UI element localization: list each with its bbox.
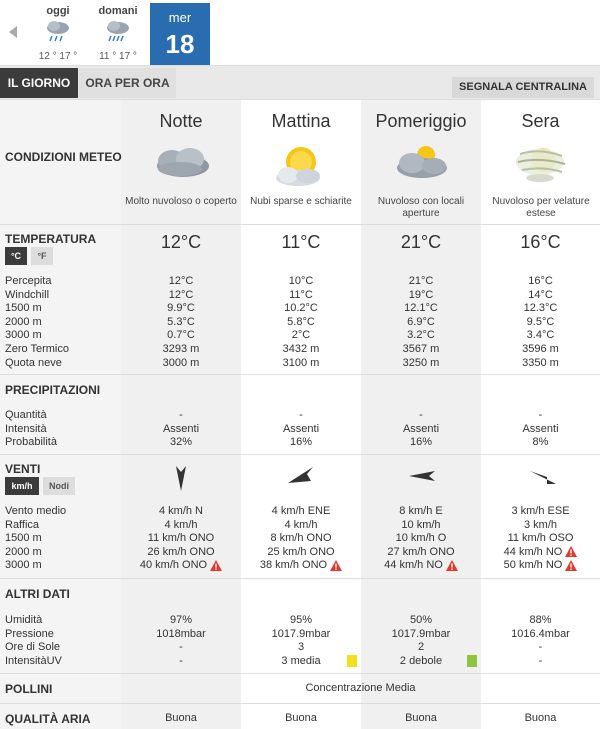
unit-kmh-button[interactable]: km/h — [5, 477, 39, 495]
overcast-cloud-icon — [150, 142, 212, 182]
cell-perc — [361, 275, 481, 289]
cell-windchill — [121, 289, 241, 303]
cell-snow — [361, 357, 481, 371]
wind-arrow-icon — [171, 464, 191, 492]
row-label: Pressione — [5, 627, 54, 640]
cell-t1500 — [481, 302, 600, 316]
cell-zero — [361, 343, 481, 357]
day-strip — [0, 0, 600, 66]
cell-value: 19°C — [408, 288, 434, 301]
cell-sun — [481, 641, 600, 655]
period-temperature: 12°C — [160, 232, 202, 252]
divider — [0, 703, 600, 704]
cell-intensity — [241, 423, 361, 437]
cell-value: 8 km/h ONO — [270, 532, 332, 545]
period-name: Notte — [159, 111, 203, 131]
cell-perc — [481, 275, 600, 289]
row-label: Windchill — [5, 288, 50, 301]
cell-value: 12°C — [168, 288, 194, 301]
cell-w1500 — [121, 532, 241, 546]
cell-w3000 — [121, 559, 241, 573]
cell-value: 0.7°C — [167, 329, 195, 342]
cell-prob — [481, 436, 600, 450]
cell-value: 12°C — [168, 275, 194, 287]
cell-t2000 — [361, 316, 481, 330]
cell-value: 9.9°C — [167, 302, 195, 315]
cell-sun — [121, 641, 241, 655]
cell-hum — [361, 614, 481, 628]
row-label: Zero Termico — [5, 343, 69, 355]
cell-value: 3 km/h — [523, 518, 557, 531]
pollen-value: Concentrazione Media — [305, 682, 416, 694]
cell-value: 40 km/h ONO — [139, 559, 208, 572]
day-name: oggi — [46, 5, 70, 17]
unit-fahrenheit-button[interactable]: °F — [31, 247, 53, 265]
cell-uv — [481, 655, 600, 669]
cell-value: 10°C — [288, 275, 314, 287]
cell-value: 3432 m — [282, 343, 320, 355]
row-label: Intensità — [5, 422, 47, 435]
cell-prob — [361, 436, 481, 450]
row-label: IntensitàUV — [5, 654, 62, 667]
wind-arrow-icon — [408, 469, 436, 483]
cell-press — [121, 628, 241, 642]
cell-value: 3567 m — [402, 343, 440, 355]
cell-value: Assenti — [522, 422, 559, 435]
cell-wind — [361, 505, 481, 519]
row-label: 3000 m — [5, 559, 42, 572]
day-temps: 12 ° 17 ° — [38, 51, 78, 62]
period-temperature: 21°C — [400, 232, 442, 252]
cell-value: - — [419, 409, 423, 421]
row-label: Umidità — [5, 614, 43, 626]
cell-value: 2 debole — [399, 654, 443, 667]
cell-value: 4 km/h ENE — [271, 505, 331, 517]
cell-qty — [481, 409, 600, 423]
cell-windchill — [481, 289, 600, 303]
cell-value: 3250 m — [402, 356, 440, 369]
cell-value: 8% — [532, 436, 549, 449]
cell-intensity — [481, 423, 600, 437]
cell-value: - — [179, 409, 183, 421]
cell-value: 44 km/h NO — [384, 559, 443, 572]
cell-snow — [241, 357, 361, 371]
row-label: Raffica — [5, 518, 40, 531]
cell-value: 6.9°C — [407, 315, 435, 328]
cell-value: 5.3°C — [167, 315, 195, 328]
air-quality-value: Buona — [165, 712, 197, 724]
cell-value: 10 km/h O — [395, 532, 447, 545]
cell-value: 1016.4mbar — [511, 627, 570, 640]
cell-value: 14°C — [528, 288, 553, 301]
cell-press — [361, 628, 481, 642]
cell-value: 1017.9mbar — [271, 627, 331, 640]
cell-wind — [241, 505, 361, 519]
cell-value: 2 — [417, 641, 425, 654]
cell-w3000 — [361, 559, 481, 573]
section-pollen: POLLINI — [5, 682, 53, 696]
cell-value: Assenti — [162, 422, 200, 435]
cell-value: 12.3°C — [523, 302, 558, 315]
row-label: 1500 m — [5, 302, 42, 315]
cell-sun — [241, 641, 361, 655]
cell-value: - — [538, 654, 543, 667]
cell-value: 26 km/h ONO — [147, 545, 215, 558]
warning-icon — [207, 559, 222, 571]
air-quality-value: Buona — [405, 712, 437, 724]
cell-value: 32% — [169, 436, 193, 449]
cell-qty — [121, 409, 241, 423]
day-tab-domani[interactable] — [90, 0, 146, 66]
cell-value: 88% — [529, 614, 552, 626]
unit-celsius-button[interactable]: °C — [5, 247, 27, 265]
cell-w3000 — [241, 559, 361, 573]
air-quality-value: Buona — [524, 712, 557, 724]
cell-t3000 — [361, 329, 481, 343]
cell-uv — [241, 655, 361, 669]
cell-hum — [481, 614, 600, 628]
day-tab-oggi[interactable] — [30, 0, 86, 66]
divider — [0, 224, 600, 225]
cell-t1500 — [121, 302, 241, 316]
cell-prob — [241, 436, 361, 450]
cell-w1500 — [241, 532, 361, 546]
section-temperature: TEMPERATURA — [5, 232, 97, 246]
cell-value: - — [299, 409, 303, 421]
tab-il-giorno[interactable]: IL GIORNO — [0, 68, 78, 98]
cell-value: 4 km/h N — [158, 505, 203, 517]
cell-value: 38 km/h ONO — [259, 559, 328, 572]
cell-snow — [481, 357, 600, 371]
row-label: Quota neve — [5, 356, 62, 369]
cell-qty — [361, 409, 481, 423]
cell-value: 16% — [289, 436, 313, 449]
cell-value: 3350 m — [522, 356, 559, 369]
cell-wind — [481, 505, 600, 519]
cell-t2000 — [121, 316, 241, 330]
cell-t1500 — [241, 302, 361, 316]
cell-intensity — [121, 423, 241, 437]
row-label: Percepita — [5, 275, 52, 287]
row-label: Quantità — [5, 409, 47, 421]
cell-windchill — [361, 289, 481, 303]
row-label: 3000 m — [5, 329, 42, 342]
divider — [0, 454, 600, 455]
cell-value: 97% — [169, 614, 193, 626]
period-name: Sera — [521, 111, 560, 131]
cell-value: 50 km/h NO — [503, 559, 563, 572]
cell-value: 95% — [289, 614, 313, 626]
air-quality-value: Buona — [285, 712, 317, 724]
wind-arrow-icon — [287, 465, 315, 485]
cell-value: - — [179, 654, 183, 667]
cell-value: 27 km/h ONO — [387, 545, 455, 558]
cell-hum — [121, 614, 241, 628]
cell-value: 4 km/h — [164, 518, 198, 531]
warning-icon — [562, 546, 577, 558]
report-station-button[interactable]: SEGNALA CENTRALINA — [452, 77, 594, 98]
cell-value: 1017.9mbar — [391, 627, 451, 640]
section-wind: VENTI — [5, 462, 41, 476]
cell-value: 3293 m — [162, 343, 200, 355]
period-temperature: 11°C — [281, 232, 321, 252]
cell-value: 4 km/h — [284, 518, 318, 531]
cell-value: Assenti — [402, 422, 440, 435]
cell-value: 1018mbar — [156, 627, 206, 640]
cell-t3000 — [241, 329, 361, 343]
cell-intensity — [361, 423, 481, 437]
cell-w3000 — [481, 559, 600, 573]
cell-w2000 — [481, 546, 600, 560]
condition-description: Molto nuvoloso o coperto — [125, 196, 237, 207]
cell-prob — [121, 436, 241, 450]
cell-value: 44 km/h NO — [503, 545, 563, 558]
cell-qty — [241, 409, 361, 423]
cell-w2000 — [361, 546, 481, 560]
row-label: 1500 m — [5, 532, 42, 545]
cell-value: 3 km/h ESE — [511, 505, 570, 517]
cell-value: 16% — [409, 436, 433, 449]
cell-gust — [361, 519, 481, 533]
cell-value: 3.4°C — [526, 329, 555, 342]
cell-t1500 — [361, 302, 481, 316]
cell-value: 50% — [409, 614, 433, 626]
cell-t3000 — [121, 329, 241, 343]
section-other-data: ALTRI DATI — [5, 587, 70, 601]
cell-value: 25 km/h ONO — [267, 545, 335, 558]
cell-w2000 — [121, 546, 241, 560]
cloud-sun-icon — [390, 142, 452, 182]
condition-description: Nuvoloso per velature estese — [492, 196, 590, 219]
row-label: Ore di Sole — [5, 641, 61, 654]
period-temperature: 16°C — [520, 232, 561, 252]
cell-value: Assenti — [282, 422, 320, 435]
sun-cloud-icon — [270, 142, 332, 190]
cell-value: 3 — [297, 641, 305, 654]
cell-t2000 — [481, 316, 600, 330]
cell-value: 3.2°C — [407, 329, 435, 342]
row-label: 2000 m — [5, 545, 42, 558]
cell-w1500 — [361, 532, 481, 546]
cell-perc — [121, 275, 241, 289]
cell-value: - — [538, 409, 543, 421]
cell-value: 3 media — [281, 654, 321, 667]
section-precipitation: PRECIPITAZIONI — [5, 383, 101, 397]
day-temps: 11 ° 17 ° — [99, 51, 137, 62]
uv-level-indicator — [347, 655, 357, 667]
cell-value: 11°C — [289, 288, 313, 301]
period-name: Pomeriggio — [375, 111, 467, 131]
cell-press — [241, 628, 361, 642]
cell-uv — [121, 655, 241, 669]
condition-description: Nubi sparse e schiarite — [250, 196, 352, 207]
divider — [0, 673, 600, 674]
cell-press — [481, 628, 600, 642]
haze-cloud-icon — [510, 140, 572, 188]
day-number: 18 — [165, 29, 195, 59]
cell-zero — [121, 343, 241, 357]
cell-value: 16°C — [528, 275, 553, 287]
cell-windchill — [241, 289, 361, 303]
cell-value: 12.1°C — [404, 302, 438, 315]
cell-value: 3596 m — [522, 343, 559, 355]
section-air-quality: QUALITÀ ARIA — [5, 712, 91, 726]
cell-sun — [361, 641, 481, 655]
uv-level-indicator — [467, 655, 477, 667]
cell-value: 5.8°C — [287, 315, 315, 328]
cell-value: 11 km/h OSO — [507, 532, 574, 545]
chevron-left-icon[interactable] — [9, 26, 17, 38]
cell-hum — [241, 614, 361, 628]
cell-value: 10.2°C — [284, 302, 318, 315]
cell-value: 10 km/h — [401, 518, 441, 531]
cell-value: 21°C — [408, 275, 434, 287]
cell-w2000 — [241, 546, 361, 560]
cell-gust — [241, 519, 361, 533]
day-name: mer — [168, 10, 192, 25]
cell-value: 11 km/h ONO — [147, 532, 215, 545]
cell-perc — [241, 275, 361, 289]
cell-value: 3000 m — [162, 356, 200, 369]
condition-description: Nuvoloso con locali aperture — [377, 196, 465, 219]
period-name: Mattina — [271, 111, 331, 131]
wind-arrow-icon — [529, 467, 557, 487]
cell-value: 8 km/h E — [399, 505, 443, 517]
tab-ora-per-ora[interactable]: ORA PER ORA — [79, 68, 176, 98]
warning-icon — [562, 559, 577, 571]
cell-gust — [481, 519, 600, 533]
cell-wind — [121, 505, 241, 519]
rain-cloud-icon — [44, 18, 72, 44]
row-label: Vento medio — [5, 505, 67, 517]
row-label: Probabilità — [5, 436, 57, 449]
warning-icon — [327, 559, 342, 571]
divider — [0, 578, 600, 579]
cell-zero — [481, 343, 600, 357]
cell-uv — [361, 655, 481, 669]
cell-snow — [121, 357, 241, 371]
cell-value: - — [179, 641, 183, 654]
section-conditions: CONDIZIONI METEO — [5, 150, 122, 164]
cell-value: - — [538, 641, 543, 654]
cell-gust — [121, 519, 241, 533]
cell-value: 3100 m — [282, 356, 320, 369]
cell-zero — [241, 343, 361, 357]
divider — [0, 374, 600, 375]
cell-t2000 — [241, 316, 361, 330]
unit-knots-button[interactable]: Nodi — [43, 477, 75, 495]
day-name: domani — [98, 5, 138, 17]
warning-icon — [443, 559, 458, 571]
day-tab-selected[interactable] — [150, 3, 210, 65]
cell-w1500 — [481, 532, 600, 546]
rain-cloud-icon — [104, 18, 132, 44]
cell-value: 9.5°C — [526, 315, 555, 328]
cell-t3000 — [481, 329, 600, 343]
row-label: 2000 m — [5, 315, 42, 328]
cell-value: 2°C — [291, 329, 311, 342]
